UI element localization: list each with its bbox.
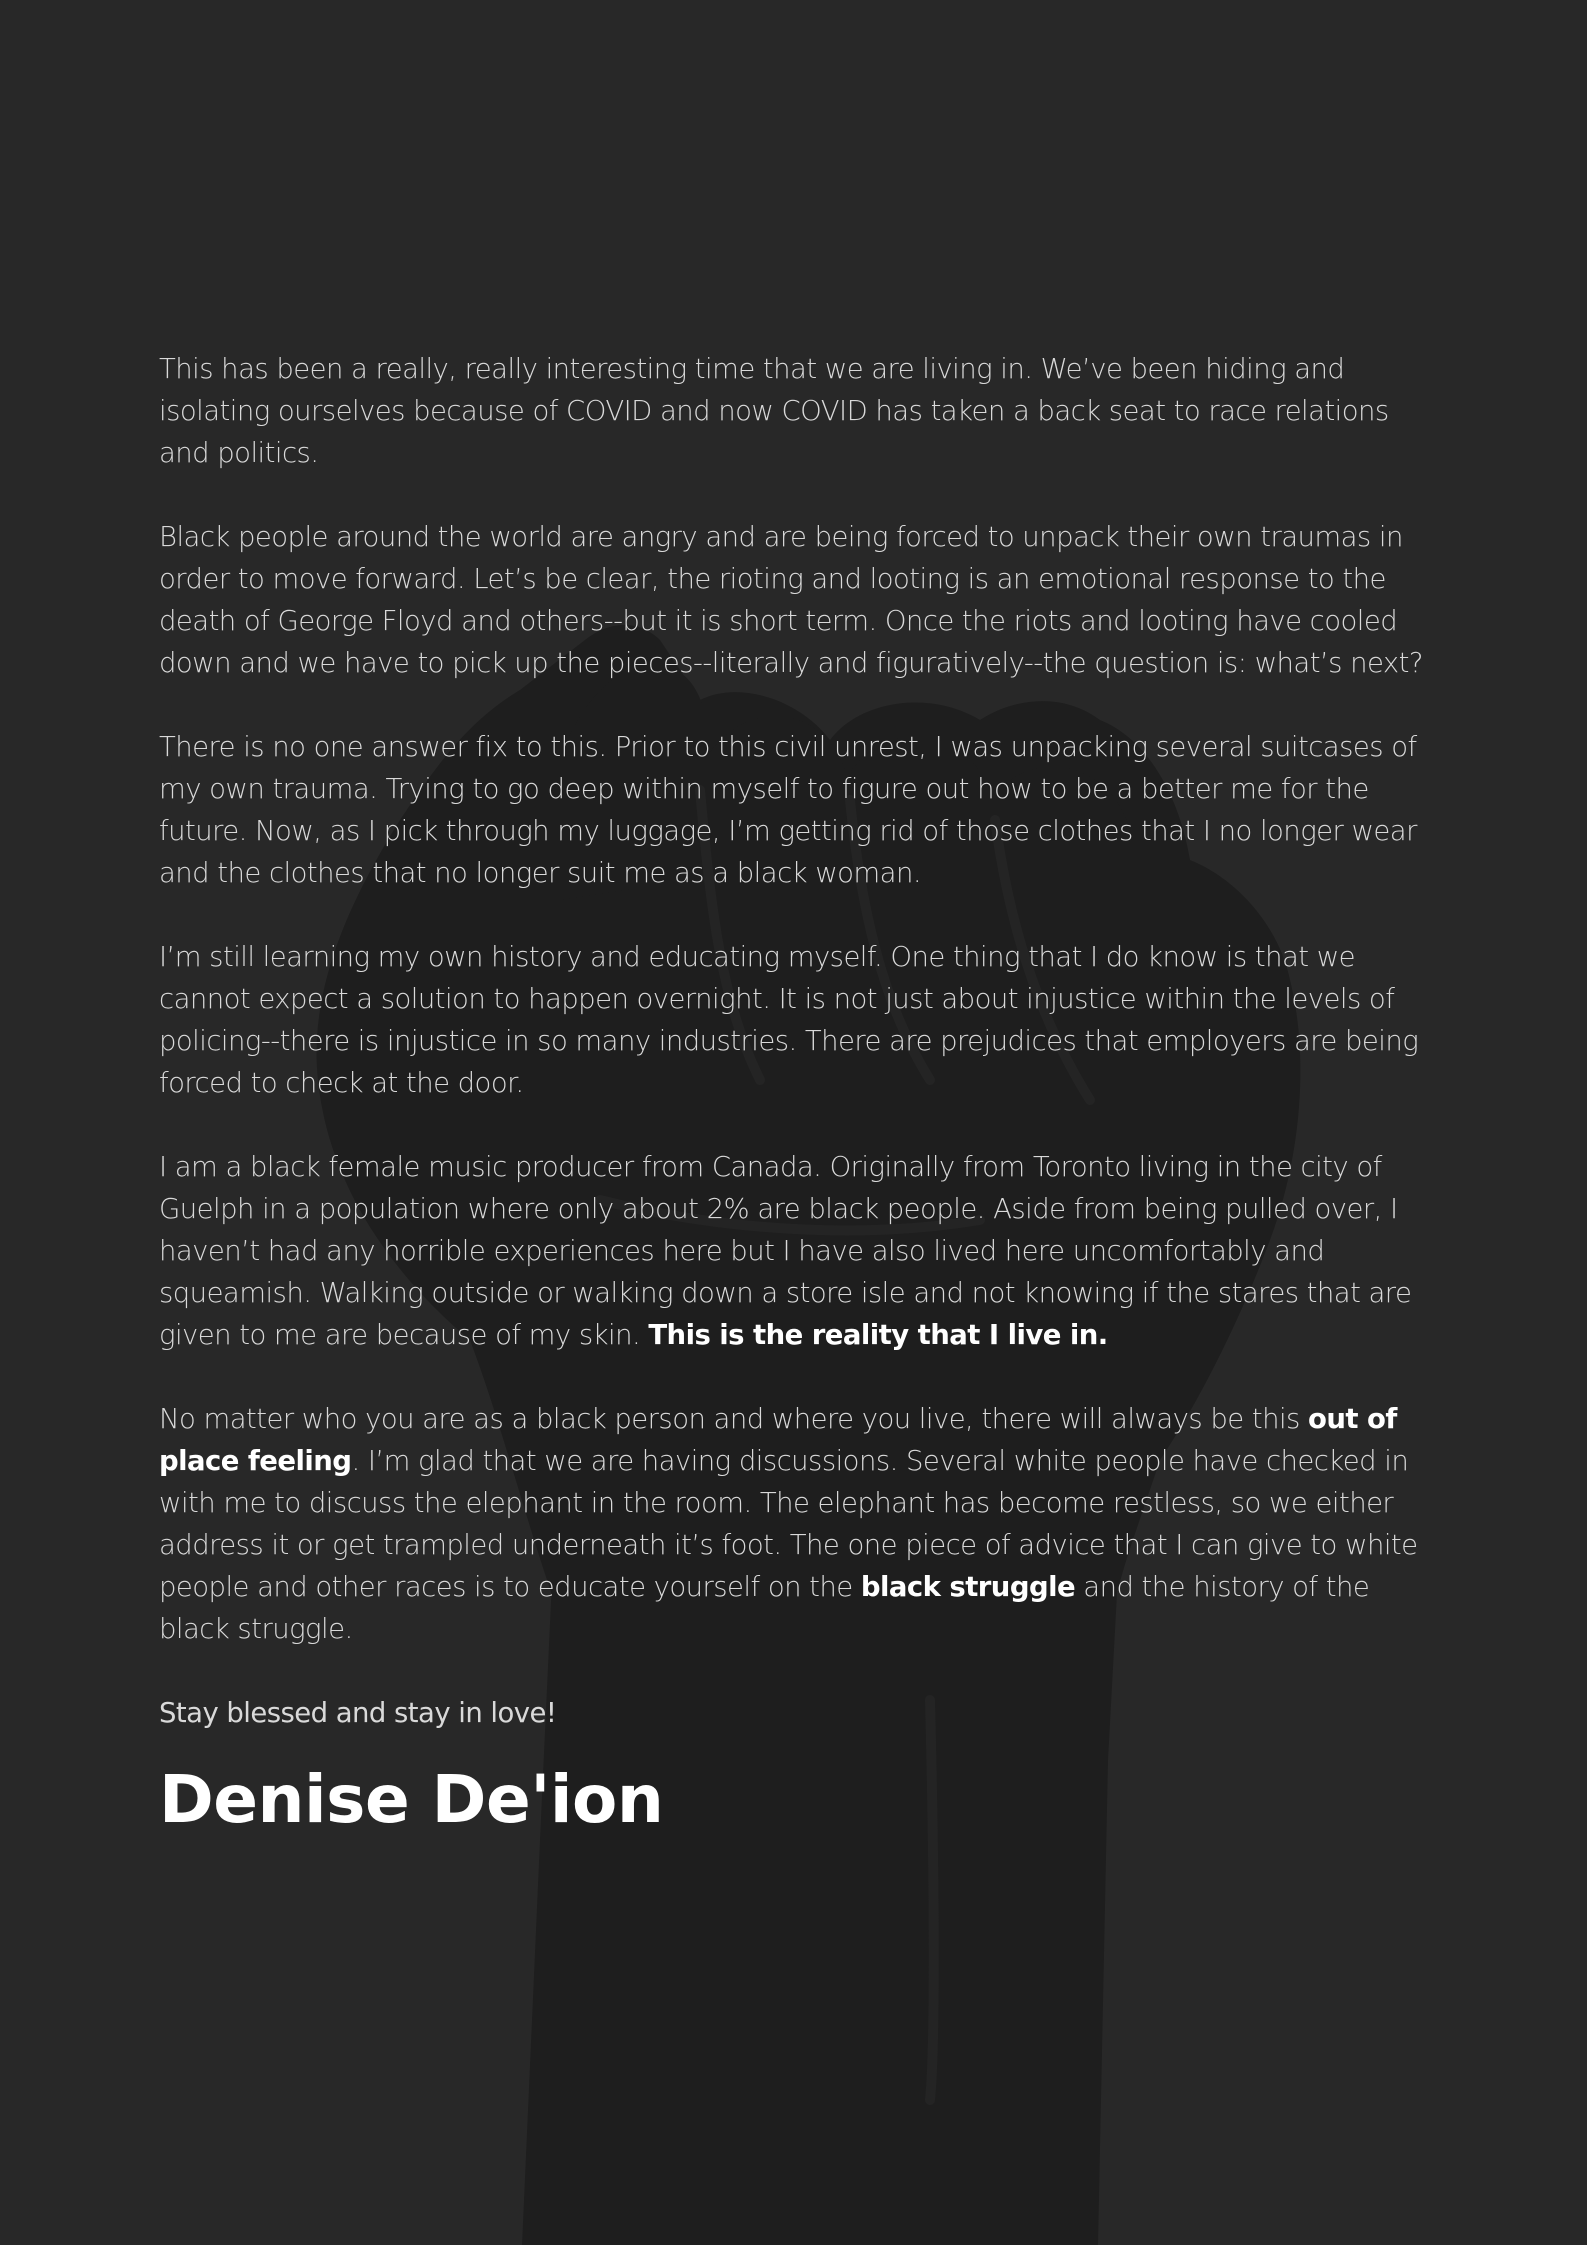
letter-paragraph <box>159 936 1439 1104</box>
emphasis-text: black struggle <box>860 1571 1076 1603</box>
letter-paragraph <box>159 726 1439 894</box>
letter-paragraph <box>159 516 1439 684</box>
paragraph-text: No matter who you are as a black person and where you live, there will always be this <box>159 1403 1309 1435</box>
paragraph-text: . I’m glad that we are having discussions. Several white people have checked in with me to discuss the elephant in the room. The elephant has become restless, so we either address it or get trampled underneath it’s foot. The one piece of advice that I can give to white people and other races is to educate yourself on the <box>159 1445 1418 1603</box>
paragraph-text: This has been a really, really interesting time that we are living in. We’ve been hiding and isolating ourselves because of COVID and now COVID has taken a back seat to race relations and politics. <box>159 353 1389 469</box>
letter-body <box>159 348 1439 1840</box>
signoff-text: Stay blessed and stay in love! <box>159 1697 557 1729</box>
letter-paragraph <box>159 1146 1439 1356</box>
paragraph-text: I am a black female music producer from Canada. Originally from Toronto living in the city of Guelph in a population where only about 2% are black people. Aside from being pulled over, I haven’t had any horrible experiences here but I have also lived here uncomfortably and squeamish. Walking outside or walking down a store isle and not knowing if the stares that are given to me are because of my skin. <box>159 1151 1412 1351</box>
emphasis-text: This is the reality that I live in. <box>648 1319 1108 1351</box>
paragraph-text: Black people around the world are angry and are being forced to unpack their own traumas in order to move forward. Let’s be clear, the rioting and looting is an emotional response to the death of George Floyd and others--but it is short term. Once the riots and looting have cooled down and we have to pick up the pieces--literally and figuratively--the question is: what’s next? <box>159 521 1423 679</box>
author-signature: Denise De'ion <box>159 1761 664 1838</box>
letter-paragraph <box>159 1398 1439 1650</box>
paragraph-text: I’m still learning my own history and educating myself. One thing that I do know is that we cannot expect a solution to happen overnight. It is not just about injustice within the levels of policing--there is injustice in so many industries. There are prejudices that employers are being forced to check at the door. <box>159 941 1419 1099</box>
letter-paragraphs <box>159 348 1439 1650</box>
paragraph-text: There is no one answer fix to this. Prior to this civil unrest, I was unpacking several suitcases of my own trauma. Trying to go deep within myself to figure out how to be a better me for the future. Now, as I pick through my luggage, I’m getting rid of those clothes that I no longer wear and the clothes that no longer suit me as a black woman. <box>159 731 1417 889</box>
letter-paragraph <box>159 348 1439 474</box>
emphasis-text: out of place feeling <box>159 1403 1397 1477</box>
paragraph-text: and the history of the black struggle. <box>159 1571 1370 1645</box>
